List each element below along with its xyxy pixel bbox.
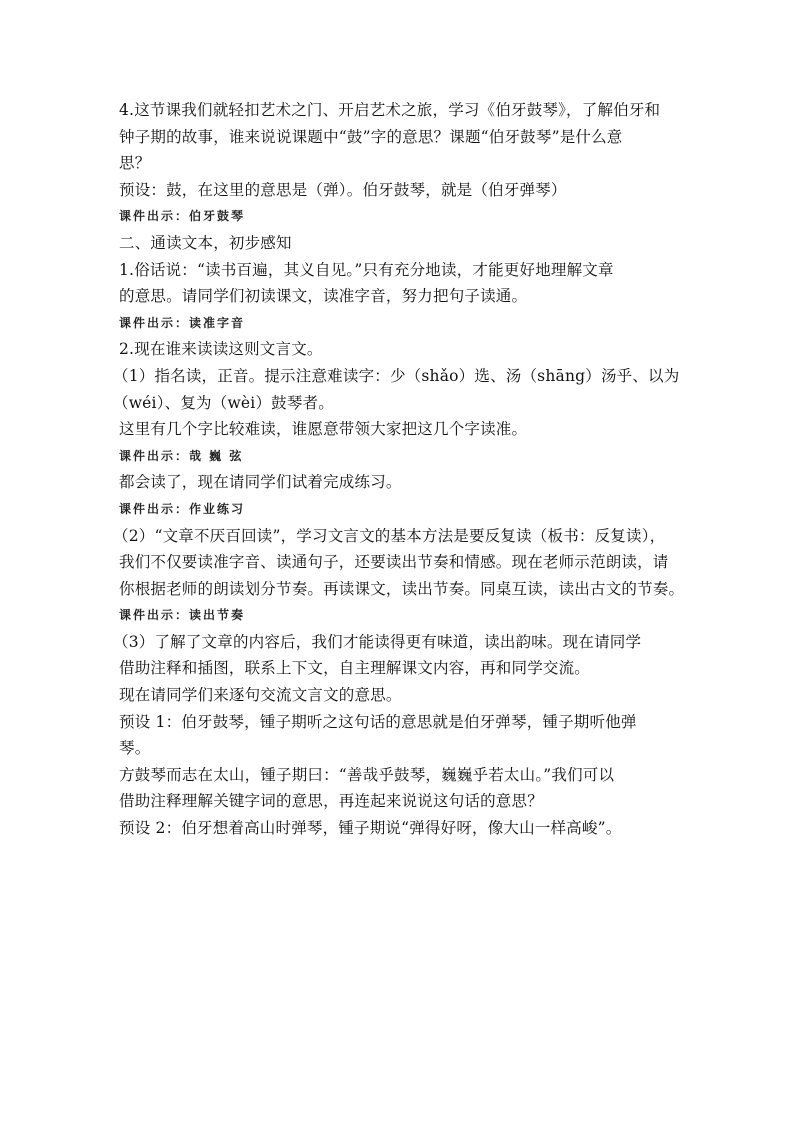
text-line: 都会读了，现在请同学们试着完成练习。 bbox=[119, 473, 402, 492]
text-line: 琴。 bbox=[119, 739, 151, 758]
slide-note: 课件出示：读准字音 bbox=[119, 315, 246, 330]
text-line: 预设 1：伯牙鼓琴，锺子期听之这句话的意思就是伯牙弹琴，锺子期听他弹 bbox=[119, 712, 637, 731]
text-line: 思？ bbox=[119, 154, 151, 173]
document-body bbox=[113, 97, 685, 842]
text-line: （2）“文章不厌百回读”，学习文言文的基本方法是要反复读（板书：反复读）， bbox=[113, 526, 666, 545]
text-line: 借助注释和插图，联系上下文，自主理解课文内容，再和同学交流。 bbox=[119, 659, 591, 678]
slide-note: 课件出示：哉 巍 弦 bbox=[119, 448, 244, 463]
slide-note: 课件出示：伯牙鼓琴 bbox=[119, 209, 246, 224]
text-line: （wéi）、复为（wèi）鼓琴者。 bbox=[113, 393, 334, 412]
text-line: 的意思。请同学们初读课文，读准字音，努力把句子读通。 bbox=[119, 287, 528, 306]
text-line: 你根据老师的朗读划分节奏。再读课文，读出节奏。同桌互读，读出古文的节奏。 bbox=[119, 579, 685, 598]
text-line: 预设：鼓，在这里的意思是（弹）。伯牙鼓琴，就是（伯牙弹琴） bbox=[119, 180, 567, 199]
text-line: 1.俗话说：“读书百遍，其义自见。”只有充分地读，才能更好地理解文章 bbox=[119, 260, 614, 279]
slide-note: 课件出示：作业练习 bbox=[119, 501, 246, 516]
text-line: 2.现在谁来读读这则文言文。 bbox=[119, 340, 323, 359]
text-line: （1）指名读，正音。提示注意难读字：少（shǎo）选、汤（shāng）汤乎、以为 bbox=[113, 366, 680, 385]
text-line: 钟子期的故事，谁来说说课题中“鼓”字的意思？课题“伯牙鼓琴”是什么意 bbox=[119, 127, 623, 146]
text-line: 这里有几个字比较难读，谁愿意带领大家把这几个字读准。 bbox=[119, 420, 528, 439]
text-line: 借助注释理解关键字词的意思，再连起来说说这句话的意思？ bbox=[119, 792, 543, 811]
section-heading: 二、通读文本，初步感知 bbox=[119, 233, 292, 252]
slide-note: 课件出示：读出节奏 bbox=[119, 608, 246, 623]
text-line: 4.这节课我们就轻扣艺术之门、开启艺术之旅，学习《伯牙鼓琴》，了解伯牙和 bbox=[119, 101, 661, 119]
text-line: 现在请同学们来逐句交流文言文的意思。 bbox=[119, 686, 402, 705]
text-line: 方鼓琴而志在太山，锺子期曰：“善哉乎鼓琴，巍巍乎若太山。”我们可以 bbox=[119, 765, 615, 784]
text-line: （3）了解了文章的内容后，我们才能读得更有味道，读出韵味。现在请同学 bbox=[113, 632, 642, 651]
text-line: 预设 2：伯牙想着高山时弹琴，锺子期说“弹得好呀，像大山一样高峻”。 bbox=[119, 819, 622, 838]
text-line: 我们不仅要读准字音、读通句子，还要读出节奏和情感。现在老师示范朗读，请 bbox=[119, 553, 669, 572]
